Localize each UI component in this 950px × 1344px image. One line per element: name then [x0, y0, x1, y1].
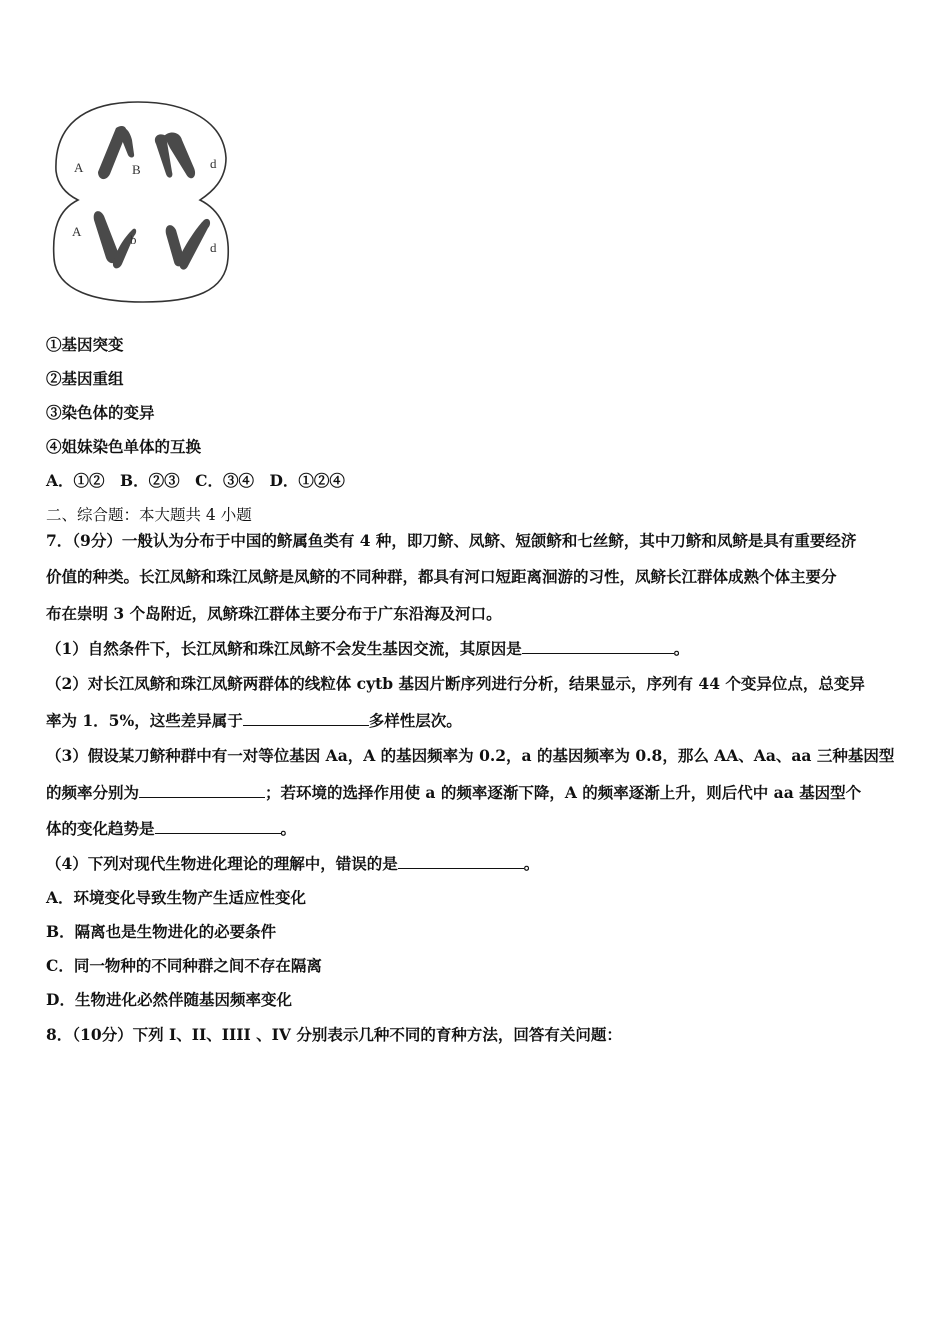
- chromosome-bottom-right: [166, 219, 210, 270]
- label-d-top: d: [210, 156, 217, 171]
- option-3: ③染色体的变异: [46, 403, 155, 422]
- q7-part-3-line-2: [46, 782, 920, 804]
- q7-intro-line-2: 价值的种类。长江凤鲚和珠江凤鲚是凤鲚的不同种群，都具有河口短距离洄游的习性，凤鲚长江群体成熟个体主要分: [46, 567, 837, 586]
- label-A-bottom: A: [72, 224, 82, 239]
- q7-part-4-text: （4）下列对现代生物进化理论的理解中，错误的是: [46, 854, 398, 873]
- answer-blank-4[interactable]: [155, 819, 281, 834]
- q7-part-3-trend: 体的变化趋势是: [46, 819, 155, 838]
- label-b-bottom: b: [130, 232, 137, 247]
- q7-part-2-line-2: [46, 710, 920, 732]
- option-4: ④姐妹染色单体的互换: [46, 437, 202, 456]
- label-d-bottom: d: [210, 240, 217, 255]
- chromosome-top-left: [98, 126, 134, 179]
- option-1: ①基因突变: [46, 335, 124, 354]
- label-B-top: B: [132, 162, 141, 177]
- q7-part-1-end: 。: [673, 639, 690, 658]
- section-title: 二、综合题：本大题共 4 小题: [46, 506, 252, 524]
- option-2: ②基因重组: [46, 369, 124, 388]
- q7-part-3-line-3: [46, 818, 920, 840]
- answer-blank-3[interactable]: [139, 783, 265, 798]
- q7-choice-c: C．同一物种的不同种群之间不存在隔离: [46, 956, 322, 975]
- q7-part-4: [46, 853, 920, 875]
- q7-part-3-end: 。: [280, 819, 297, 838]
- answer-blank-2[interactable]: [243, 711, 369, 726]
- q7-part-3-line-1: （3）假设某刀鲚种群中有一对等位基因 Aa，A 的基因频率为 0.2，a 的基因频率为 0.8，那么 AA、Aa、aa 三种基因型: [46, 746, 895, 765]
- q7-choice-d: D．生物进化必然伴随基因频率变化: [46, 990, 292, 1009]
- answer-choices: A．①② B．②③ C．③④ D．①②④: [46, 471, 345, 490]
- cell-division-figure: [48, 96, 238, 306]
- q7-part-4-end: 。: [523, 854, 540, 873]
- q7-intro-line-1: 7．（9分）一般认为分布于中国的鲚属鱼类有 4 种，即刀鲚、凤鲚、短颌鲚和七丝鲚，其中刀鲚和凤鲚是具有重要经济: [46, 531, 857, 550]
- q7-part-1: [46, 638, 920, 660]
- q7-part-3-mid: ；若环境的选择作用使 a 的频率逐渐下降，A 的频率逐渐上升，则后代中 aa 基因型个: [265, 783, 862, 802]
- q7-part-2-end: 多样性层次。: [368, 711, 462, 730]
- answer-blank-1[interactable]: [522, 639, 674, 654]
- q7-part-1-text: （1）自然条件下，长江凤鲚和珠江凤鲚不会发生基因交流，其原因是: [46, 639, 522, 658]
- q8-intro: 8．（10分）下列 I、II、IIII 、IV 分别表示几种不同的育种方法，回答有关问题：: [46, 1025, 622, 1044]
- q7-part-3-text: 的频率分别为: [46, 783, 140, 802]
- q7-part-2-text: 率为 1．5%，这些差异属于: [46, 711, 243, 730]
- chromosome-top-right: [155, 133, 195, 179]
- q7-part-2-line-1: （2）对长江凤鲚和珠江凤鲚两群体的线粒体 cytb 基因片断序列进行分析，结果显示，序列有 44 个变异位点，总变异: [46, 674, 865, 693]
- q7-intro-line-3: 布在崇明 3 个岛附近，凤鲚珠江群体主要分布于广东沿海及河口。: [46, 604, 502, 623]
- answer-blank-5[interactable]: [398, 854, 524, 869]
- label-A-top: A: [74, 160, 84, 175]
- q7-choice-a: A．环境变化导致生物产生适应性变化: [46, 888, 307, 907]
- cell-outline: [54, 102, 229, 302]
- q7-choice-b: B．隔离也是生物进化的必要条件: [46, 922, 277, 941]
